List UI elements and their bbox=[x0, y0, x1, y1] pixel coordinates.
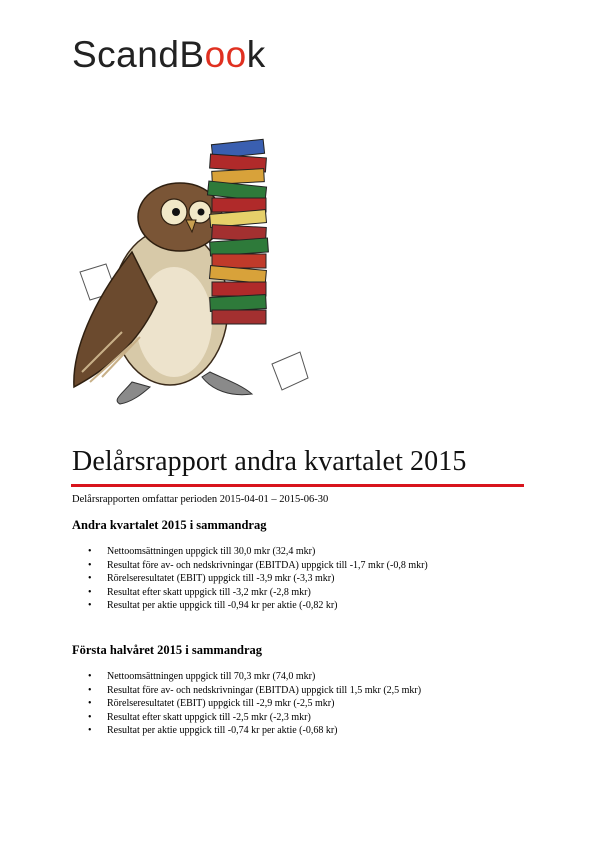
q2-summary-list bbox=[88, 545, 428, 613]
owl-with-books-illustration bbox=[62, 132, 312, 407]
paper-sheet-right bbox=[272, 352, 308, 390]
report-period: Delårsrapporten omfattar perioden 2015-04-01 – 2015-06-30 bbox=[72, 494, 329, 505]
h1-summary-list bbox=[88, 670, 421, 738]
company-logo bbox=[72, 34, 266, 76]
owl-foot-right bbox=[202, 372, 252, 395]
list-item: • Nettoomsättningen uppgick till 70,3 mkr (74,0 mkr) bbox=[88, 670, 421, 684]
q2-summary-heading: Andra kvartalet 2015 i sammandrag bbox=[72, 518, 267, 532]
list-item: • Resultat före av- och nedskrivningar (EBITDA) uppgick till -1,7 mkr (-0,8 mkr) bbox=[88, 559, 428, 573]
owl-foot-left bbox=[117, 382, 150, 404]
logo-text-accent: oo bbox=[204, 34, 247, 75]
list-item: • Resultat per aktie uppgick till -0,94 kr per aktie (-0,82 kr) bbox=[88, 599, 428, 613]
list-item: • Resultat per aktie uppgick till -0,74 kr per aktie (-0,68 kr) bbox=[88, 724, 421, 738]
title-divider bbox=[71, 484, 524, 487]
list-item: • Rörelseresultatet (EBIT) uppgick till -3,9 mkr (-3,3 mkr) bbox=[88, 572, 428, 586]
list-item: • Nettoomsättningen uppgick till 30,0 mkr (32,4 mkr) bbox=[88, 545, 428, 559]
list-item: • Resultat efter skatt uppgick till -3,2 mkr (-2,8 mkr) bbox=[88, 586, 428, 600]
list-item: • Resultat före av- och nedskrivningar (EBITDA) uppgick till 1,5 mkr (2,5 mkr) bbox=[88, 684, 421, 698]
h1-summary-heading: Första halvåret 2015 i sammandrag bbox=[72, 643, 263, 657]
list-item: • Resultat efter skatt uppgick till -2,5 mkr (-2,3 mkr) bbox=[88, 711, 421, 725]
logo-text-end: k bbox=[246, 34, 266, 75]
book-stack bbox=[207, 139, 268, 324]
list-item: • Rörelseresultatet (EBIT) uppgick till -2,9 mkr (-2,5 mkr) bbox=[88, 697, 421, 711]
report-title: Delårsrapport andra kvartalet 2015 bbox=[72, 446, 467, 477]
logo-text-start: ScandB bbox=[72, 34, 205, 75]
